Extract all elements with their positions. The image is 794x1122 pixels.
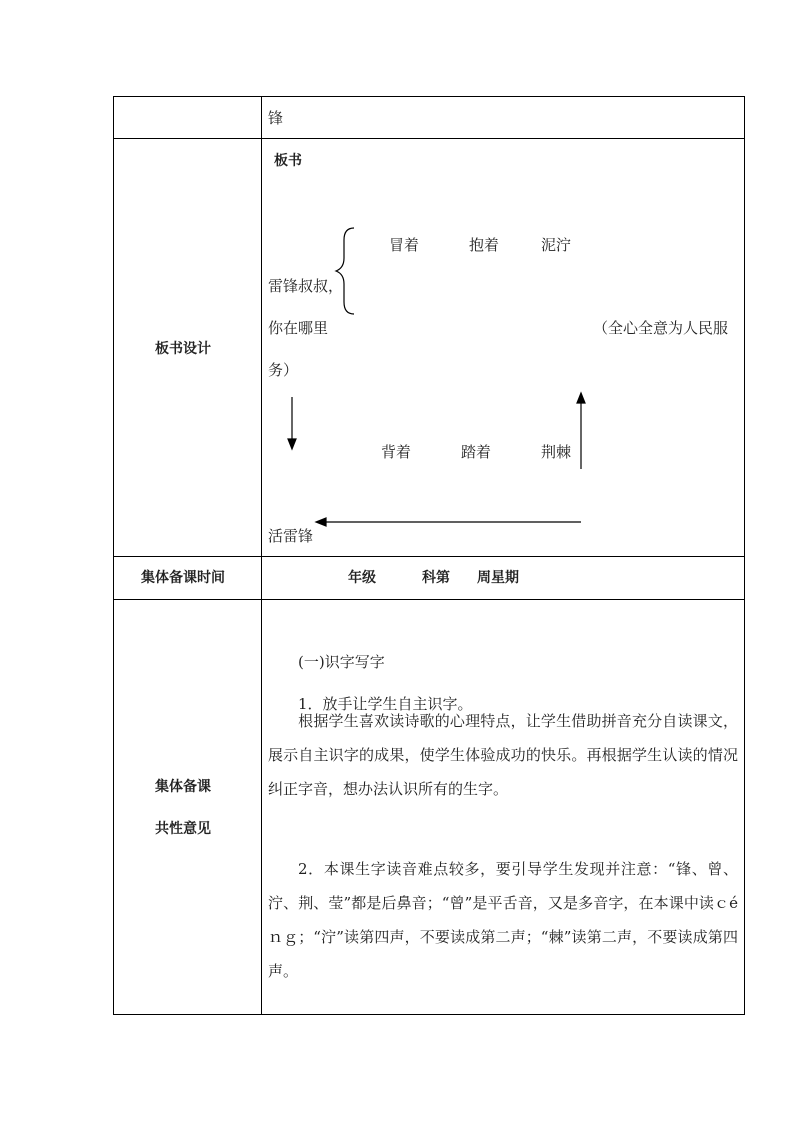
board-heading: 板书 bbox=[274, 153, 302, 169]
opinion-paragraph-2 bbox=[268, 852, 738, 988]
board-design-label: 板书设计 bbox=[155, 341, 211, 357]
opinion-section: (一)识字写字 bbox=[298, 653, 385, 671]
board-bottom-item: 踏着 bbox=[461, 443, 492, 461]
left-arrow bbox=[316, 518, 581, 526]
opinion-label-line1: 集体备课 bbox=[155, 779, 211, 795]
board-side-note: （全心全意为人民服 bbox=[593, 319, 729, 337]
board-question: 你在哪里 bbox=[268, 319, 329, 337]
brace bbox=[336, 228, 354, 314]
board-bottom-item: 荆棘 bbox=[541, 443, 572, 461]
opinion-item1: 1．放手让学生自主识字。 bbox=[298, 695, 473, 713]
board-top-item: 抱着 bbox=[469, 236, 500, 254]
opinion-paragraph-1 bbox=[268, 704, 738, 806]
board-top-item: 冒着 bbox=[389, 236, 420, 254]
down-arrow bbox=[288, 397, 296, 449]
time-subject: 科第 bbox=[422, 570, 450, 586]
up-arrow bbox=[577, 393, 585, 469]
opinion-p1-text: 根据学生喜欢读诗歌的心理特点，让学生借助拼音充分自读课文，展示自主识字的成果，使学生体验成功的快乐。再根据学生认读的情况纠正字音，想办法认识所有的生字。 bbox=[268, 712, 738, 798]
board-center-line: 雷锋叔叔， bbox=[268, 277, 344, 295]
board-top-item: 泥泞 bbox=[541, 236, 572, 254]
time-row-label: 集体备课时间 bbox=[141, 570, 225, 586]
row1-text: 锋 bbox=[268, 109, 284, 127]
time-weekday: 周星期 bbox=[477, 570, 519, 586]
board-bottom-item: 背着 bbox=[381, 443, 412, 461]
board-side-note-cont: 务） bbox=[268, 361, 299, 379]
time-grade: 年级 bbox=[348, 570, 376, 586]
board-end: 活雷锋 bbox=[268, 527, 314, 545]
opinion-p2-text: 2．本课生字读音难点较多，要引导学生发现并注意：“锋、曾、泞、荆、莹”都是后鼻音；“曾”是平舌音，又是多音字，在本课中读ｃéｎｇ；“泞”读第四声，不要读成第二声；“棘”读第二声，不要读成第四声。 bbox=[268, 860, 738, 980]
opinion-label-line2: 共性意见 bbox=[155, 821, 211, 837]
